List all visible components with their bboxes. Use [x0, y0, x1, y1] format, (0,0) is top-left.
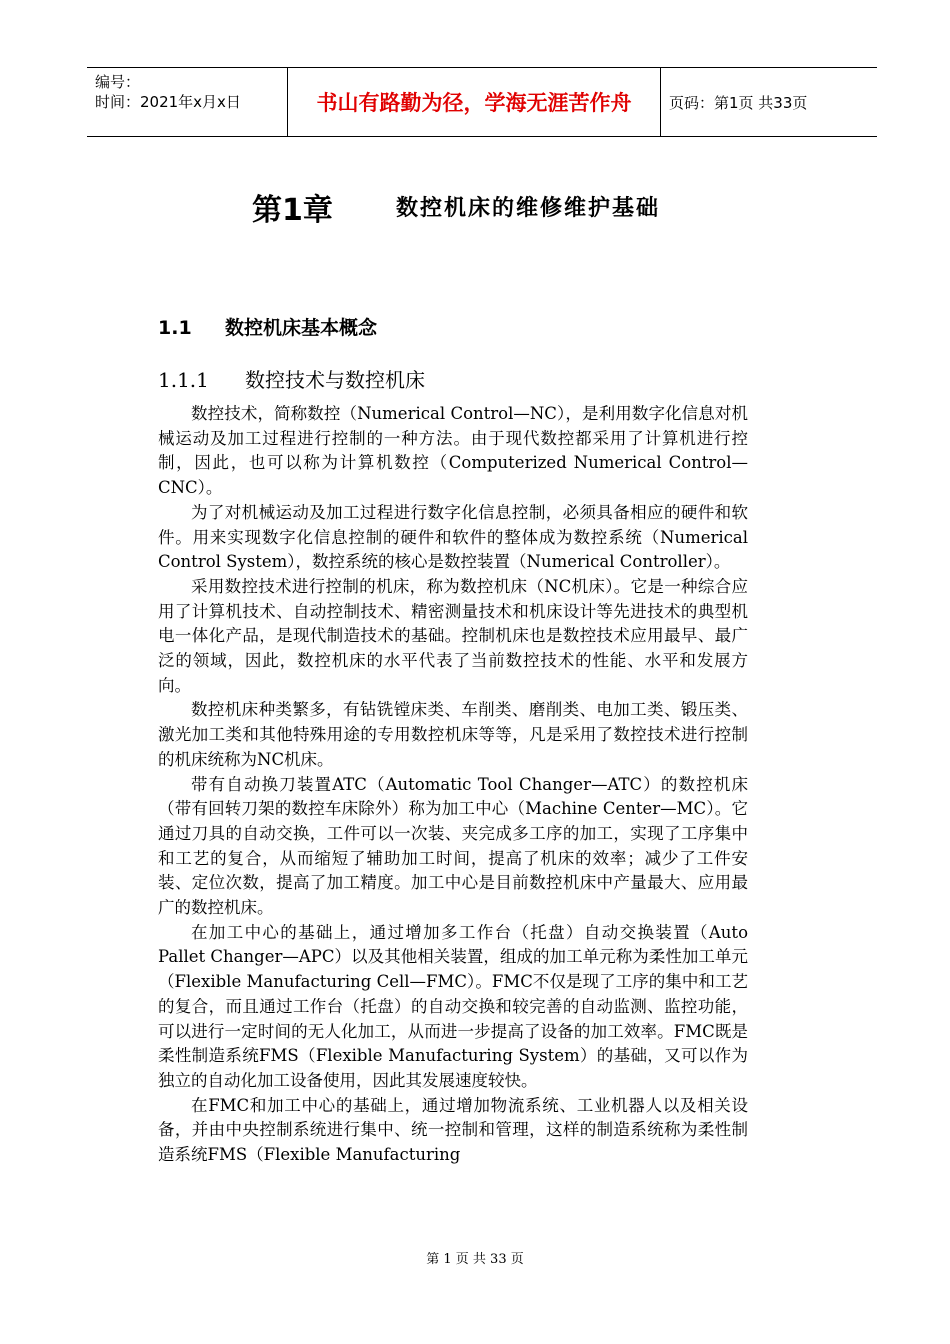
document-number-label: 编号：	[95, 73, 141, 91]
paragraph: 在FMC和加工中心的基础上，通过增加物流系统、工业机器人以及相关设备，并由中央控制系统进行集中、统一控制和管理，这样的制造系统称为柔性制造系统FMS（Flexible Manufacturing	[158, 1095, 748, 1165]
body-text	[158, 402, 748, 1168]
document-time-label: 时间：2021年x月x日	[95, 93, 241, 111]
header-meta	[87, 68, 287, 136]
paragraph: 数控机床种类繁多，有钻铣镗床类、车削类、磨削类、电加工类、锻压类、激光加工类和其他特殊用途的专用数控机床等等，凡是采用了数控技术进行控制的机床统称为NC机床。	[158, 700, 748, 769]
subsection-title: 数控技术与数控机床	[245, 368, 425, 392]
paragraph: 采用数控技术进行控制的机床，称为数控机床（NC机床）。它是一种综合应用了计算机技术、自动控制技术、精密测量技术和机床设计等先进技术的典型机电一体化产品，是现代制造技术的基础。控制机床也是数控技术应用最早、最广泛的领域，因此，数控机床的水平代表了当前数控技术的性能、水平和发展方向。	[158, 576, 748, 695]
paragraph: 在加工中心的基础上，通过增加多工作台（托盘）自动交换装置（Auto Pallet Changer—APC）以及其他相关装置，组成的加工单元称为柔性加工单元（Flexible Manufacturing Cell—FMC）。FMC不仅是现了工序的集中和工艺的复合，而且通过工作台（托盘）的自动交换和较完善的自动监测、监控功能，可以进行一定时间的无人化加工，从而进一步提高了设备的加工效率。FMC既是柔性制造系统FMS（Flexible Manufacturing System）的基础，又可以作为独立的自动化加工设备使用，因此其发展速度较快。	[158, 922, 748, 1090]
chapter-heading	[0, 185, 950, 228]
page-header	[87, 67, 877, 137]
paragraph: 为了对机械运动及加工过程进行数字化信息控制，必须具备相应的硬件和软件。用来实现数字化信息控制的硬件和软件的整体成为数控系统（Numerical Control System），数控系统的核心是数控装置（Numerical Controller）。	[158, 502, 748, 572]
section-title: 数控机床基本概念	[225, 317, 378, 339]
chapter-number: 第1章	[252, 193, 333, 228]
page-footer: 第 1 页 共 33 页	[426, 1252, 524, 1267]
header-page-info: 页码：第1页 共33页	[669, 93, 808, 112]
paragraph: 数控技术，简称数控（Numerical Control—NC），是利用数字化信息对机械运动及加工过程进行控制的一种方法。由于现代数控都采用了计算机进行控制，因此，也可以称为计算机数控（Computerized Numerical Control—CNC）。	[158, 404, 748, 498]
paragraph: 带有自动换刀装置ATC（Automatic Tool Changer—ATC）的数控机床（带有回转刀架的数控车床除外）称为加工中心（Machine Center—MC）。它通过刀具的自动交换，工件可以一次装、夹完成多工序的加工，实现了工序集中和工艺的复合，从而缩短了辅助加工时间，提高了机床的效率；减少了工件安装、定位次数，提高了加工精度。加工中心是目前数控机床中产量最大、应用最广的数控机床。	[158, 774, 748, 918]
section-number: 1.1	[158, 317, 192, 339]
subsection-heading	[158, 364, 425, 393]
chapter-title: 数控机床的维修维护基础	[396, 196, 661, 221]
header-motto: 书山有路勤为径，学海无涯苦作舟	[287, 68, 661, 136]
subsection-number: 1.1.1	[158, 368, 209, 392]
section-heading	[158, 313, 377, 340]
